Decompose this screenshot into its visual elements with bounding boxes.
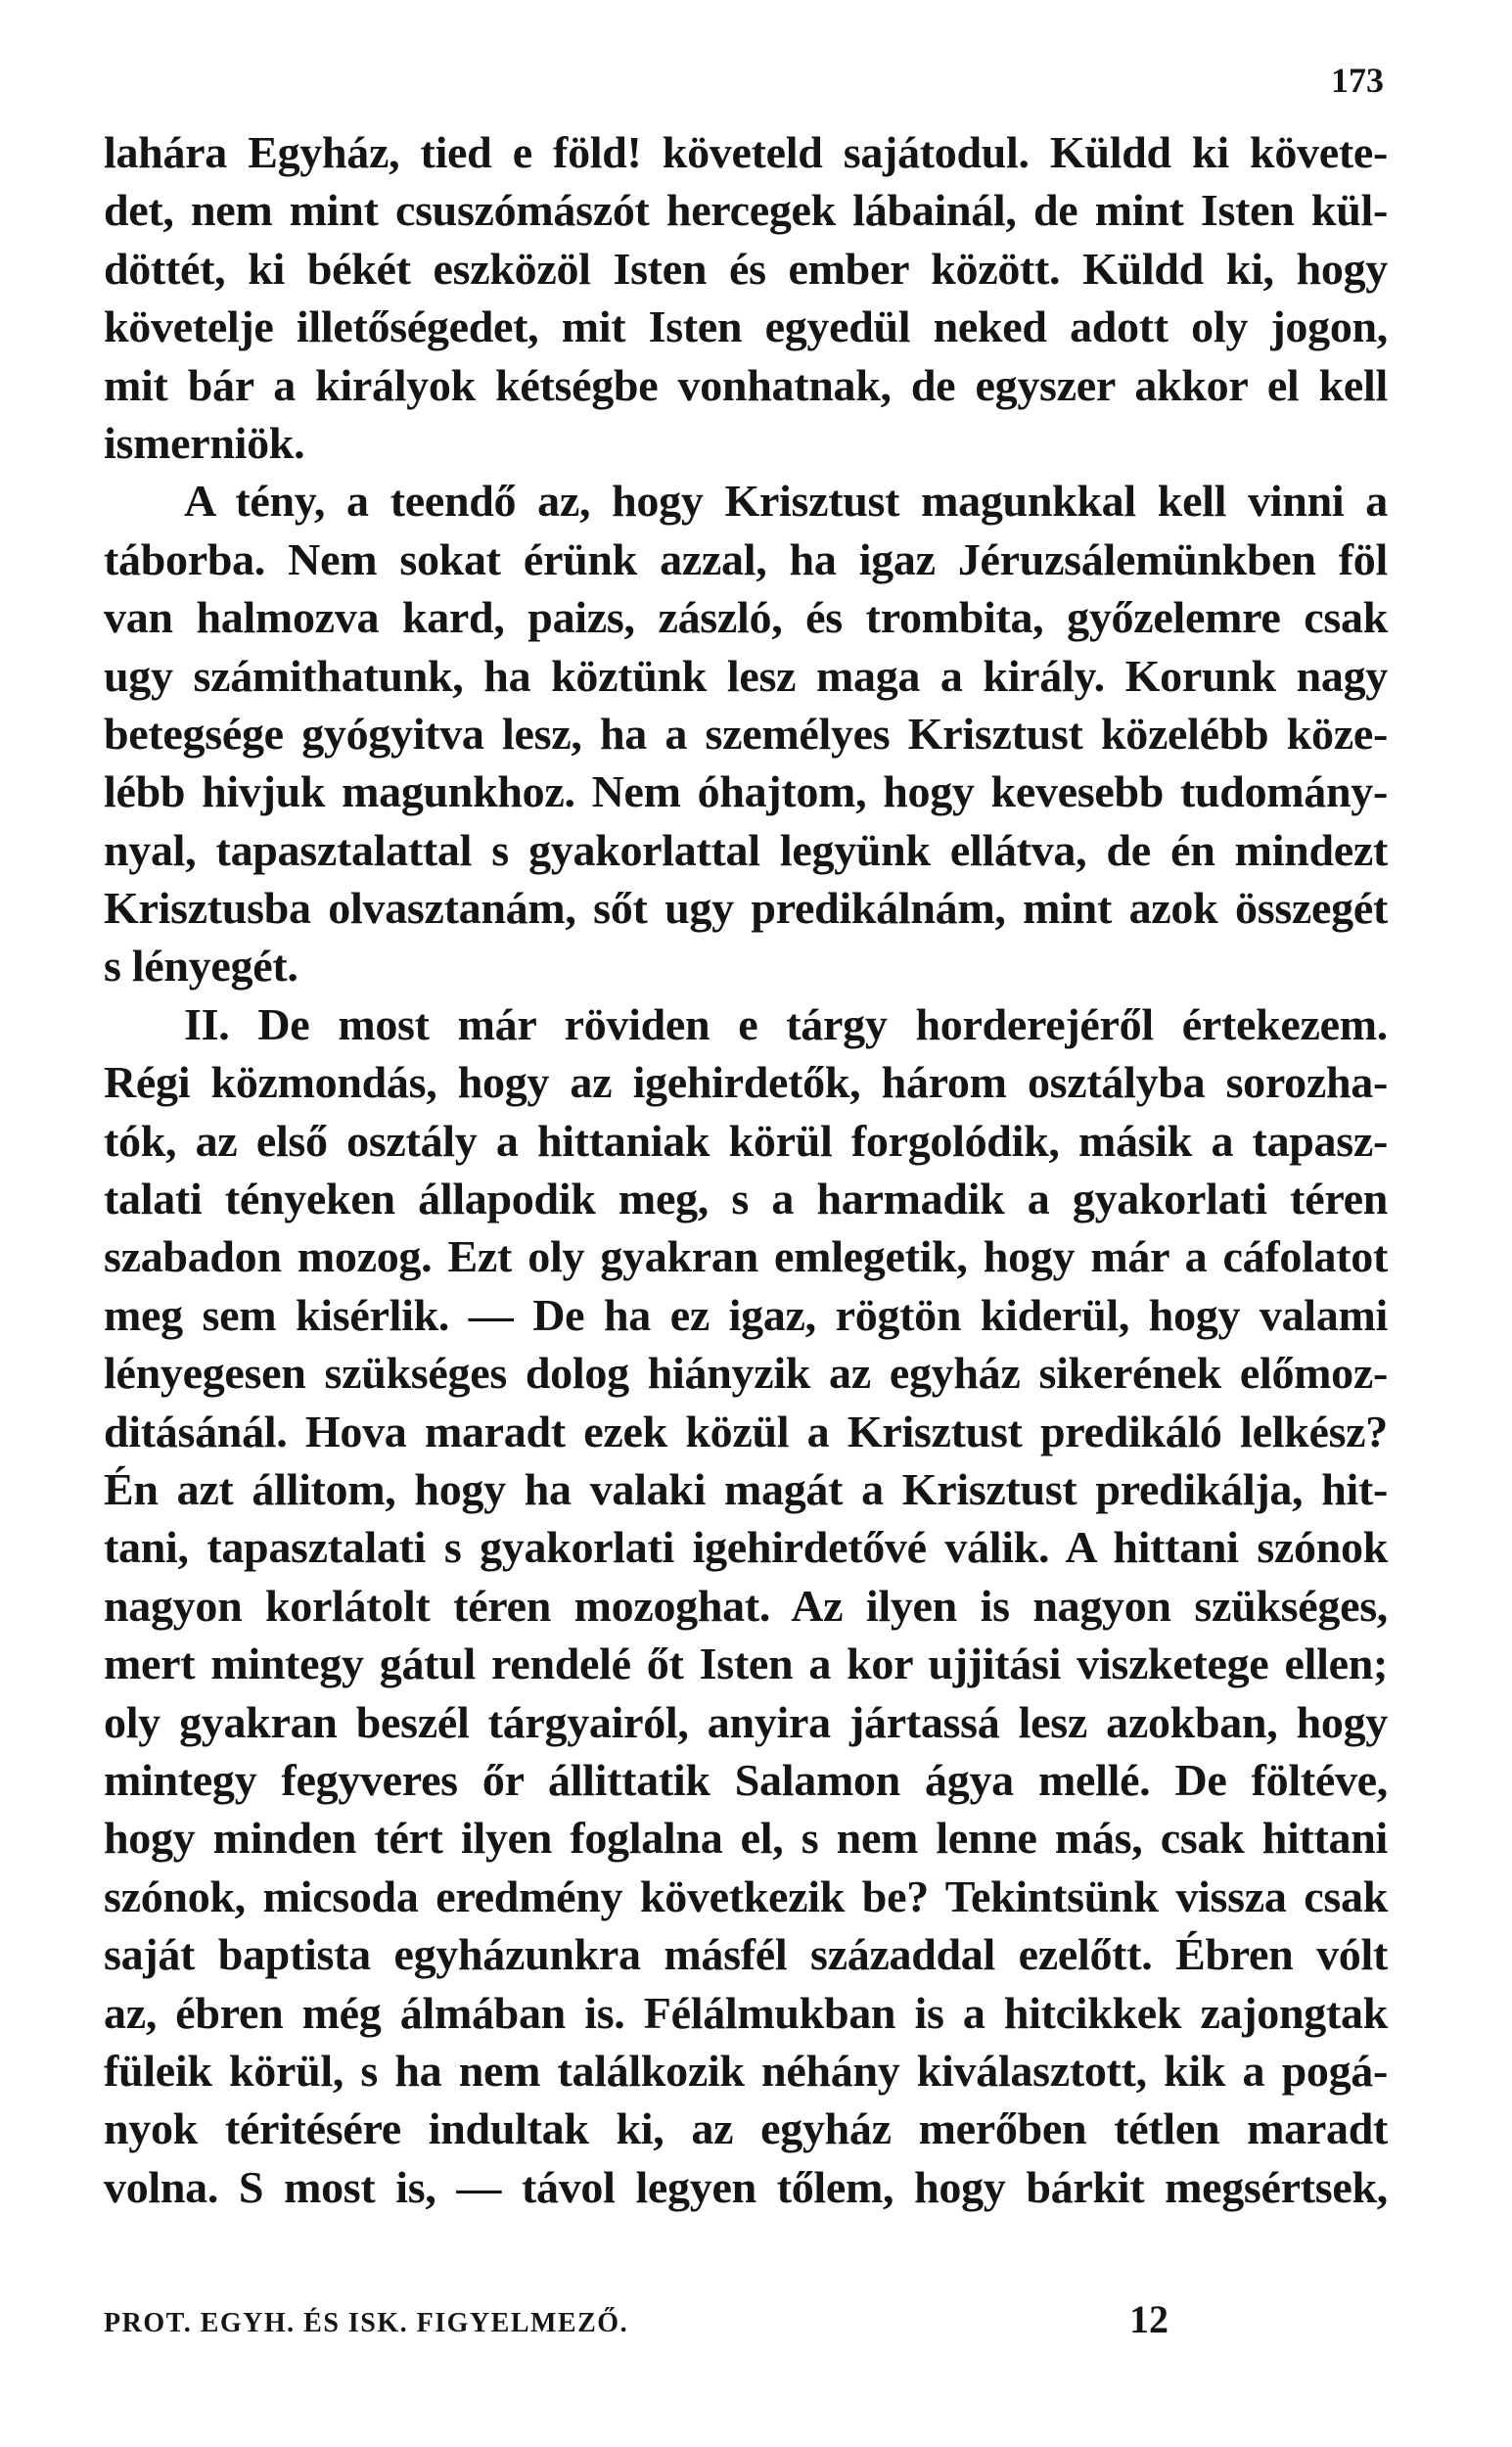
text-line: tók, az első osztály a hittaniak körül forgolódik, másik a tapasz- [104, 1115, 1388, 1166]
text-line: döttét, ki békét eszközöl Isten és ember között. Küldd ki, hogy [104, 243, 1388, 294]
text-line: van halmozva kard, paizs, zászló, és trombita, győzelemre csak [104, 592, 1388, 643]
text-line: lahára Egyház, tied e föld! követeld sajátodul. Küldd ki követe- [104, 127, 1388, 177]
signature-mark: 12 [1129, 2297, 1168, 2341]
text-line: A tény, a teendő az, hogy Krisztust magunkkal kell vinni a [184, 476, 1388, 527]
text-line: követelje illetőségedet, mit Isten egyedül neked adott oly jogon, [104, 301, 1388, 352]
text-line: det, nem mint csuszómászót hercegek lábainál, de mint Isten kül- [104, 185, 1388, 236]
text-line: meg sem kisérlik. — De ha ez igaz, rögtön kiderül, hogy valami [104, 1289, 1388, 1340]
text-line: mintegy fegyveres őr állittatik Salamon ágya mellé. De föltéve, [104, 1754, 1388, 1805]
text-line: mit bár a királyok kétségbe vonhatnak, de egyszer akkor el kell [104, 359, 1388, 410]
text-line: mert mintegy gátul rendelé őt Isten a kor ujjitási viszketege ellen; [104, 1639, 1388, 1689]
text-line: hogy minden tért ilyen foglalna el, s nem lenne más, csak hittani [104, 1813, 1388, 1864]
text-line: volna. S most is, — távol legyen tőlem, hogy bárkit megsértsek, [104, 2161, 1388, 2212]
journal-title: PROT. EGYH. ÉS ISK. FIGYELMEZŐ. [104, 2308, 629, 2338]
text-line: nagyon korlátolt téren mozoghat. Az ilyen is nagyon szükséges, [104, 1580, 1388, 1631]
text-line: II. De most már röviden e tárgy horderejéről értekezem. [184, 998, 1388, 1049]
page-footer [104, 2298, 1180, 2347]
text-line: Én azt állitom, hogy ha valaki magát a Krisztust predikálja, hit- [104, 1463, 1388, 1514]
text-line: s lényegét. [104, 941, 298, 992]
text-line: nyal, tapasztalattal s gyakorlattal legyünk ellátva, de én mindezt [104, 824, 1388, 875]
page-number: 173 [1331, 61, 1384, 100]
text-line: saját baptista egyházunkra másfél századdal ezelőtt. Ébren vólt [104, 1929, 1388, 1980]
text-line: füleik körül, s ha nem találkozik néhány kiválasztott, kik a pogá- [104, 2045, 1388, 2096]
text-line: szabadon mozog. Ezt oly gyakran emlegetik, hogy már a cáfolatot [104, 1231, 1388, 1282]
page-body [104, 123, 1388, 2216]
text-line: Krisztusba olvasztanám, sőt ugy predikálnám, mint azok összegét [104, 883, 1388, 934]
text-line: lényegesen szükséges dolog hiányzik az egyház sikerének előmoz- [104, 1348, 1388, 1399]
text-line: nyok téritésére indultak ki, az egyház merőben tétlen maradt [104, 2103, 1388, 2154]
text-line: szónok, micsoda eredmény következik be? Tekintsünk vissza csak [104, 1870, 1388, 1921]
text-line: ismerniök. [104, 417, 305, 468]
text-line: oly gyakran beszél tárgyairól, anyira jártassá lesz azokban, hogy [104, 1696, 1388, 1747]
text-line: tani, tapasztalati s gyakorlati igehirdetővé válik. A hittani szónok [104, 1522, 1388, 1573]
text-line: az, ébren még álmában is. Félálmukban is a hitcikkek zajongtak [104, 1987, 1388, 2038]
text-line: lébb hivjuk magunkhoz. Nem óhajtom, hogy kevesebb tudomány- [104, 766, 1388, 817]
text-line: talati tényeken állapodik meg, s a harmadik a gyakorlati téren [104, 1174, 1388, 1224]
text-line: ugy számithatunk, ha köztünk lesz maga a király. Korunk nagy [104, 650, 1388, 701]
text-line: betegsége gyógyitva lesz, ha a személyes Krisztust közelébb köze- [104, 708, 1388, 759]
text-line: ditásánál. Hova maradt ezek közül a Krisztust predikáló lelkész? [104, 1406, 1388, 1456]
text-line: táborba. Nem sokat érünk azzal, ha igaz Jéruzsálemünkben föl [104, 533, 1388, 584]
text-line: Régi közmondás, hogy az igehirdetők, három osztályba sorozha- [104, 1057, 1388, 1108]
